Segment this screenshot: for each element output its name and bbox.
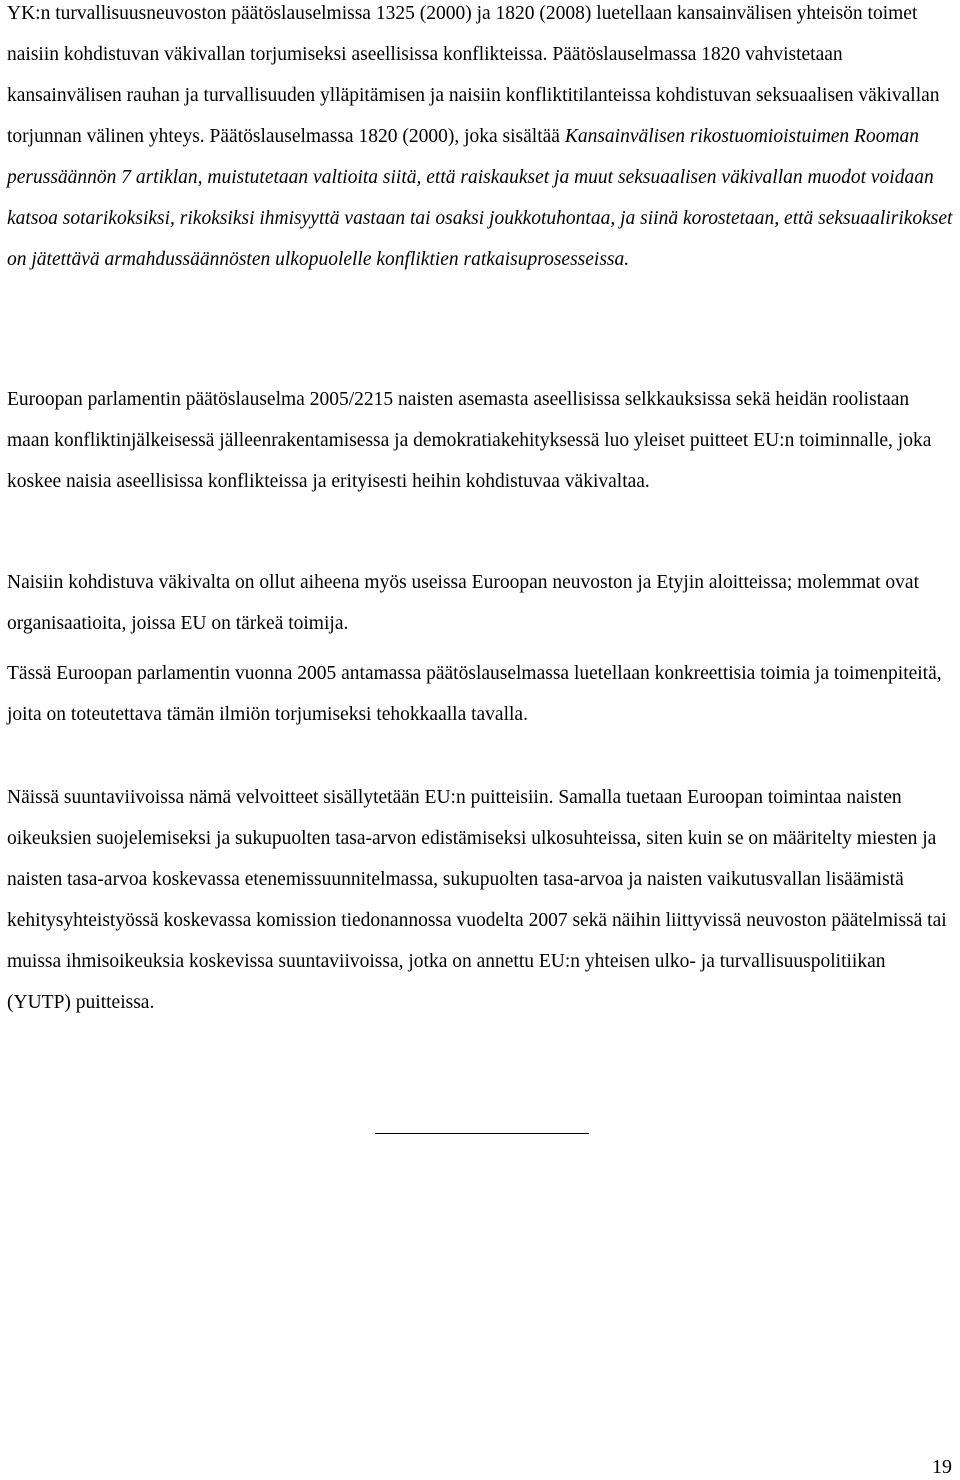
paragraph-un-resolutions	[7, 0, 953, 280]
paragraph-guidelines: Näissä suuntaviivoissa nämä velvoitteet sisällytetään EU:n puitteisiin. Samalla tuetaan Euroopan toimintaa naisten oikeuksien suojelemiseksi ja sukupuolten tasa-arvon edistämiseksi ulkosuhteissa, siten kuin se on määritelty miesten ja naisten tasa-arvoa koskevassa etenemissuunnitelmassa, sukupuolten tasa-arvoa ja naisten vaikutusvallan lisäämistä kehitysyhteistyössä koskevassa komission tiedonannossa vuodelta 2007 sekä näihin liittyvissä neuvoston päätelmissä tai muissa ihmisoikeuksia koskevissa suuntaviivoissa, jotka on annettu EU:n yhteisen ulko- ja turvallisuuspolitiikan (YUTP) puitteissa.	[7, 787, 947, 1013]
paragraph-un-resolutions-italic-text: Kansainvälisen rikostuomioistuimen Rooman perussäännön 7 artiklan, muistutetaan valtioita siitä, että raiskaukset ja muut seksuaalisen väkivallan muodot voidaan katsoa sotarikoksiksi, rikoksiksi ihmisyyttä vastaan tai osaksi joukkotuhontaa, ja siinä korostetaan, että seksuaalirikokset on jätettävä armahdussäännösten ulkopuolelle konfliktien ratkaisuprosesseissa.	[7, 126, 953, 270]
paragraph-un-resolutions-text: YK:n turvallisuusneuvoston päätöslauselmissa 1325 (2000) ja 1820 (2008) luetellaan kansainvälisen yhteisön toimet naisiin kohdistuvan väkivallan torjumiseksi aseellisissa konflikteissa. Päätöslauselmassa 1820 vahvistetaan kansainvälisen rauhan ja turvallisuuden ylläpitämisen ja naisiin konfliktitilanteissa kohdistuvan seksuaalisen väkivallan torjunnan välinen yhteys. Päätöslauselmassa 1820 (2000), joka sisältää	[7, 3, 940, 147]
page-number: 19	[932, 1456, 952, 1478]
paragraph-council-osce: Naisiin kohdistuva väkivalta on ollut aiheena myös useissa Euroopan neuvoston ja Etyjin aloitteissa; molemmat ovat organisaatioita, joissa EU on tärkeä toimija.	[7, 572, 919, 634]
footnote-separator	[375, 1133, 589, 1134]
paragraph-ep-resolution: Euroopan parlamentin päätöslauselma 2005/2215 naisten asemasta aseellisissa selkkauksissa sekä heidän roolistaan maan konfliktinjälkeisessä jälleenrakentamisessa ja demokratiakehityksessä luo yleiset puitteet EU:n toiminnalle, joka koskee naisia aseellisissa konflikteissa ja erityisesti heihin kohdistuvaa väkivaltaa.	[7, 389, 932, 492]
paragraph-concrete-actions: Tässä Euroopan parlamentin vuonna 2005 antamassa päätöslauselmassa luetellaan konkreettisia toimia ja toimenpiteitä, joita on toteutettava tämän ilmiön torjumiseksi tehokkaalla tavalla.	[7, 663, 942, 725]
